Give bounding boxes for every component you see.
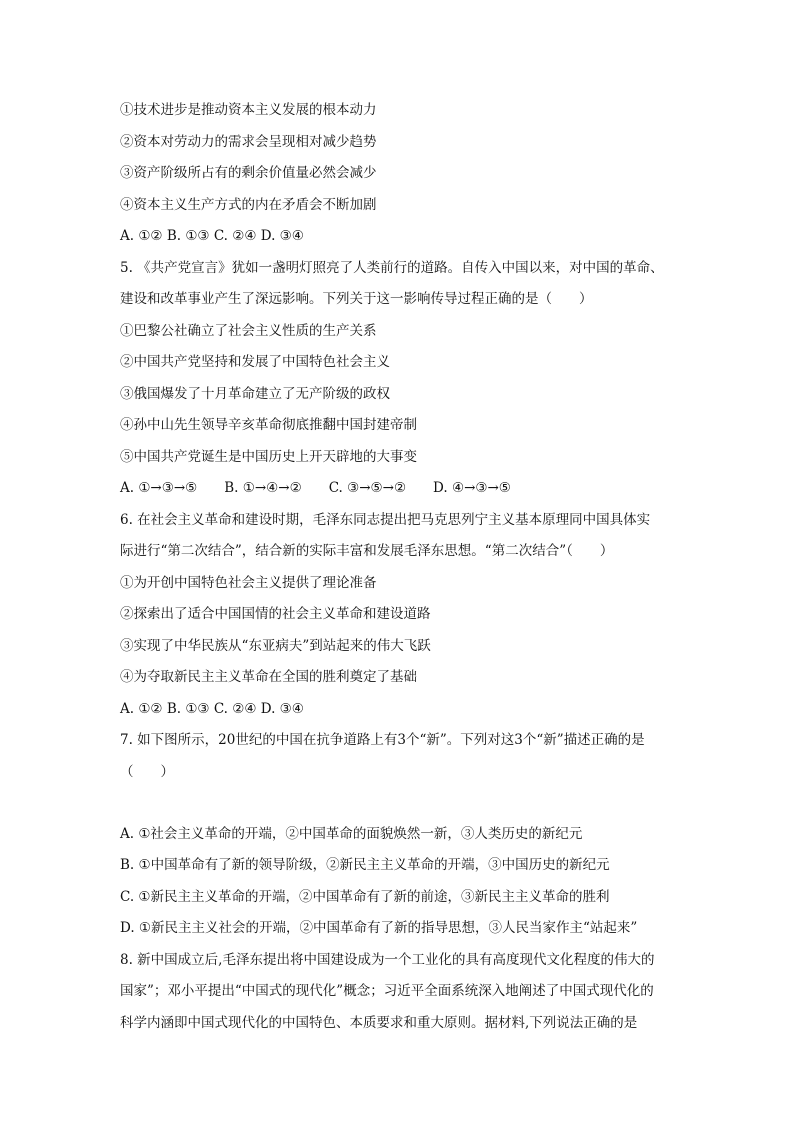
q7-option-d: D. ①新民主主义社会的开端，②中国革命有了新的指导思想，③人民当家作主“站起来” [120, 920, 638, 936]
q7-option-a: A. ①社会主义革命的开端，②中国革命的面貌焕然一新，③人类历史的新纪元 [120, 825, 583, 842]
q6-stem-line-1: 6. 在社会主义革命和建设时期，毛泽东同志提出把马克思列宁主义基本原理同中国具体实 [120, 511, 651, 528]
q5-item-3: ③俄国爆发了十月革命建立了无产阶级的政权 [120, 385, 390, 402]
q7-option-b: B. ①中国革命有了新的领导阶级，②新民主主义革命的开端，③中国历史的新纪元 [120, 857, 610, 873]
q8-stem-line-1: 8. 新中国成立后,毛泽东提出将中国建设成为一个工业化的具有高度现代文化程度的伟大的 [120, 951, 655, 968]
q6-item-1: ①为开创中国特色社会主义提供了理论准备 [120, 574, 377, 591]
q5-options: A. ①→③→⑤ B. ①→④→② C. ③→⑤→② D. ④→③→⑤ [120, 480, 511, 496]
q4-item-2: ②资本对劳动力的需求会呈现相对减少趋势 [120, 133, 377, 150]
q8-stem-line-3: 科学内涵即中国式现代化的中国特色、本质要求和重大原则。据材料,下列说法正确的是 [120, 1014, 638, 1031]
q6-options: A. ①② B. ①③ C. ②④ D. ③④ [120, 700, 304, 717]
q5-stem-line-2: 建设和改革事业产生了深远影响。下列关于这一影响传导过程正确的是（ ） [120, 291, 593, 307]
q4-options: A. ①② B. ①③ C. ②④ D. ③④ [120, 228, 304, 244]
q7-stem-line-2: （ ） [120, 763, 174, 780]
q7-figure-area [120, 782, 680, 824]
q8-stem-line-2: 国家”；邓小平提出“中国式的现代化”概念；习近平全面系统深入地阐述了中国式现代化的 [120, 983, 654, 999]
q5-item-1: ①巴黎公社确立了社会主义性质的生产关系 [120, 322, 377, 339]
q7-option-c: C. ①新民主主义革命的开端，②中国革命有了新的前途，③新民主主义革命的胜利 [120, 888, 610, 905]
q4-item-4: ④资本主义生产方式的内在矛盾会不断加剧 [120, 196, 377, 213]
q5-item-5: ⑤中国共产党诞生是中国历史上开天辟地的大事变 [120, 448, 417, 465]
q5-item-4: ④孙中山先生领导辛亥革命彻底推翻中国封建帝制 [120, 417, 417, 433]
q6-item-4: ④为夺取新民主主义革命在全国的胜利奠定了基础 [120, 669, 417, 685]
q6-item-2: ②探索出了适合中国国情的社会主义革命和建设道路 [120, 606, 431, 622]
q4-item-3: ③资产阶级所占有的剩余价值量必然会减少 [120, 165, 377, 181]
q5-stem-line-1: 5. 《共产党宣言》犹如一盏明灯照亮了人类前行的道路。自传入中国以来，对中国的革命、 [120, 259, 664, 276]
q5-item-2: ②中国共产党坚持和发展了中国特色社会主义 [120, 354, 390, 370]
page-content [120, 100, 680, 1033]
q6-item-3: ③实现了中华民族从“东亚病夫”到站起来的伟大飞跃 [120, 637, 431, 654]
q7-stem-line-1: 7. 如下图所示，20世纪的中国在抗争道路上有3个“新”。下列对这3个“新”描述正确的是 [120, 732, 645, 748]
q6-stem-line-2: 际进行“第二次结合”，结合新的实际丰富和发展毛泽东思想。“第二次结合”（ ） [120, 543, 614, 559]
q4-item-1: ①技术进步是推动资本主义发展的根本动力 [120, 102, 377, 118]
